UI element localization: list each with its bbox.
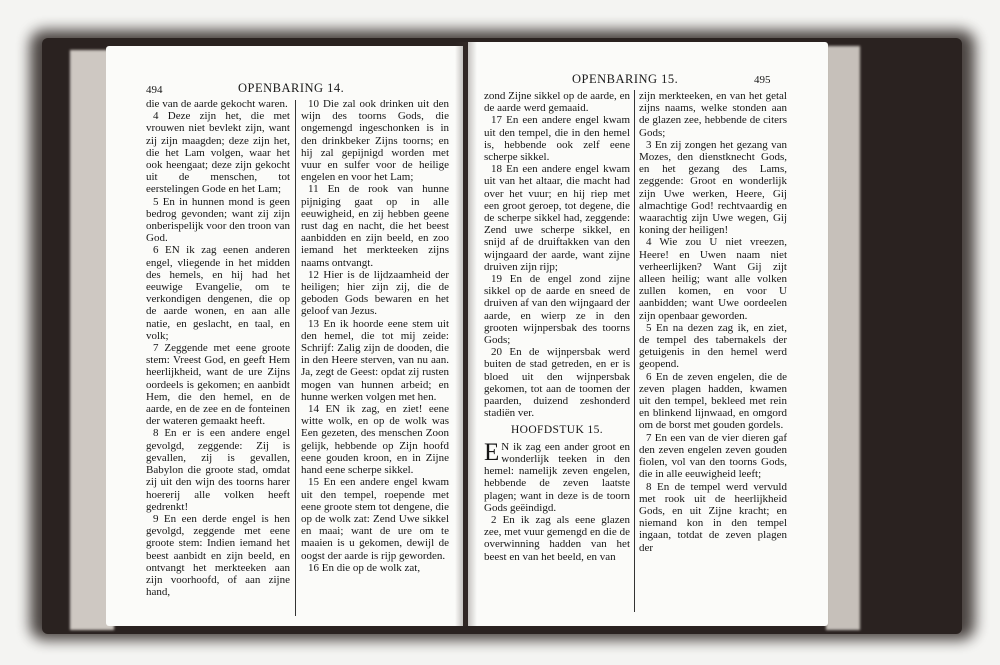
- verse: 12 Hier is de lijdzaamheid der heiligen; hier zijn zij, die de geboden Gods bewaren en het geloof van Jezus.: [301, 268, 449, 318]
- verse: 14 EN ik zag, en ziet! eene witte wolk, en op de wolk was Een gezeten, des menschen Zoon gelijk, hebbende op Zijn hoofd eene gouden kroon, en in Zijne hand eene scherpe sikkel.: [301, 403, 449, 477]
- right-page-column-2: [639, 90, 787, 620]
- right-page-column-1: [484, 90, 630, 620]
- left-running-header: OPENBARING 14.: [238, 81, 345, 95]
- right-page-number: 495: [754, 74, 771, 86]
- verse: 3 En zij zongen het gezang van Mozes, den dienstknecht Gods, en het gezang des Lams, zeggende: Groot en wonderlijk zijn Uwe werken, Heere, Gij almachtige God! rechtvaardig en waarachtig zijn Uwe wegen, Gij koning der heiligen!: [639, 138, 787, 237]
- left-page-number: 494: [146, 84, 163, 96]
- verse: 15 En een andere engel kwam uit den tempel, roepende met eene groote stem tot dengene, die op de wolk zat: Zend Uwe sikkel en maai; want de ure om te maaien is u gekomen, dewijl de oogst der aarde is rijp geworden.: [301, 476, 449, 562]
- verse: 4 Wie zou U niet vreezen, Heere! en Uwen naam niet verheerlijken? Want Gij zijt alleen heilig; want alle volken zullen komen, en voor U aanbidden; want Uwe oordeelen zijn openbaar geworden.: [639, 236, 787, 322]
- verse: 8 En er is een andere engel gevolgd, zeggende: Zij is gevallen, zij is gevallen, Babylon die groote stad, omdat zij uit den wijn des toorns harer hoererij alle volken heeft gedrenkt!: [146, 427, 290, 513]
- verse: zijn merkteeken, en van het getal zijns naams, welke stonden aan de glazen zee, hebbende de citers Gods;: [639, 90, 787, 139]
- column-divider: [634, 90, 635, 612]
- verse: 9 En een derde engel is hen gevolgd, zeggende met eene groote stem: Indien iemand het beest aanbidt en zijn beeld, en ontvangt het merkteeken aan zijn voorhoofd, of aan zijne hand,: [146, 512, 290, 599]
- chapter-heading: HOOFDSTUK 15.: [510, 424, 604, 437]
- column-divider: [295, 100, 296, 616]
- verse: 4 Deze zijn het, die met vrouwen niet bevlekt zijn, want zij zijn maagden; deze zijn het, die het Lam volgen, waar het ook heengaat; deze zijn gekocht uit de menschen, tot eerstelingen Gode en het Lam;: [146, 110, 290, 196]
- verse: 19 En de engel zond zijne sikkel op de aarde en sneed de druiven af van den wijngaard der aarde, en wierp ze in den grooten wijnpersbak des toorns Gods;: [484, 273, 630, 347]
- verse: 17 En een andere engel kwam uit den tempel, die in den hemel is, hebbende ook zelf eene scherpe sikkel.: [484, 114, 630, 164]
- verse: 11 En de rook van hunne pijniging gaat op in alle eeuwigheid, en zij hebben geene rust dag en nacht, die het beest aanbidden en zijn beeld, en zoo iemand het merkteeken zijns naams ontvangt.: [301, 183, 449, 269]
- verse: 7 Zeggende met eene groote stem: Vreest God, en geeft Hem heerlijkheid, want de ure Zijns oordeels is gekomen; en aanbidt Hem, die den hemel, en de aarde, en de zee en de fonteinen der wateren gemaakt heeft.: [146, 342, 290, 428]
- book-gutter: [455, 42, 477, 626]
- verse: zond Zijne sikkel op de aarde, en de aarde werd gemaaid.: [484, 90, 630, 115]
- verse: N ik zag een ander groot en wonderlijk teeken in den hemel: namelijk zeven engelen, hebbende de zeven laatste plagen; want in deze is de toorn Gods geëindigd.: [484, 440, 630, 514]
- left-page-column-1: [146, 98, 290, 618]
- verse: 20 En de wijnpersbak werd buiten de stad getreden, en er is bloed uit den wijnpersbak gekomen, tot aan de toomen der paarden, duizend zeshonderd stadiën ver.: [484, 346, 630, 420]
- left-page-column-2: [301, 98, 449, 618]
- verse: 18 En een andere engel kwam uit van het altaar, die macht had over het vuur; en hij riep met een groot geroep, tot degene, die de scherpe sikkel had, zeggende: Zend uwe scherpe sikkel, en snijd af de druiftakken van den wijngaard der aarde, want zijne druiven zijn rijp;: [484, 163, 630, 273]
- right-page-edges: [826, 46, 860, 630]
- verse: 10 Die zal ook drinken uit den wijn des toorns Gods, die ongemengd ingeschonken is in den drinkbeker Zijns toorns; en hij zal gepijnigd worden met vuur en sulfer voor de heilige engelen en voor het Lam;: [301, 98, 449, 184]
- verse: 16 En die op de wolk zat,: [308, 561, 421, 574]
- verse: 7 En een van de vier dieren gaf den zeven engelen zeven gouden fiolen, vol van den toorns Gods, die in alle eeuwigheid leeft;: [639, 431, 787, 481]
- verse: 6 EN ik zag eenen anderen engel, vliegende in het midden des hemels, en hij had het eeuwige Evangelie, om te verkondigen dengenen, die op de aarde wonen, en aan alle natie, en geslacht, en taal, en volk;: [146, 244, 290, 342]
- left-page: [106, 46, 463, 626]
- verse: 2 En ik zag als eene glazen zee, met vuur gemengd en die de overwinning hadden van het beest en van het beeld, en van: [484, 513, 630, 563]
- verse: 6 En de zeven engelen, die de zeven plagen hadden, kwamen uit den tempel, bekleed met rein en blinkend lijnwaad, en omgord om de borst met gouden gordels.: [639, 370, 787, 432]
- drop-cap: E: [484, 438, 500, 466]
- right-page: [468, 42, 828, 626]
- verse: 8 En de tempel werd vervuld met rook uit de heerlijkheid Gods, en uit Zijne kracht; en niemand kon in den tempel ingaan, totdat de zeven plagen der: [639, 480, 787, 554]
- verse: 5 En in hunnen mond is geen bedrog gevonden; want zij zijn onberispelijk voor den troon van God.: [146, 195, 290, 245]
- verse: 5 En na dezen zag ik, en ziet, de tempel des tabernakels der getuigenis in den hemel werd geopend.: [639, 321, 787, 371]
- verse: die van de aarde gekocht waren.: [146, 98, 288, 110]
- verse: 13 En ik hoorde eene stem uit den hemel, die tot mij zeide: Schrijf: Zalig zijn de dooden, die in den Heere sterven, van nu aan. Ja, zegt de Geest: opdat zij rusten mogen van hunnen arbeid; en hunne werken volgen met hen.: [301, 317, 449, 403]
- right-running-header: OPENBARING 15.: [572, 72, 679, 86]
